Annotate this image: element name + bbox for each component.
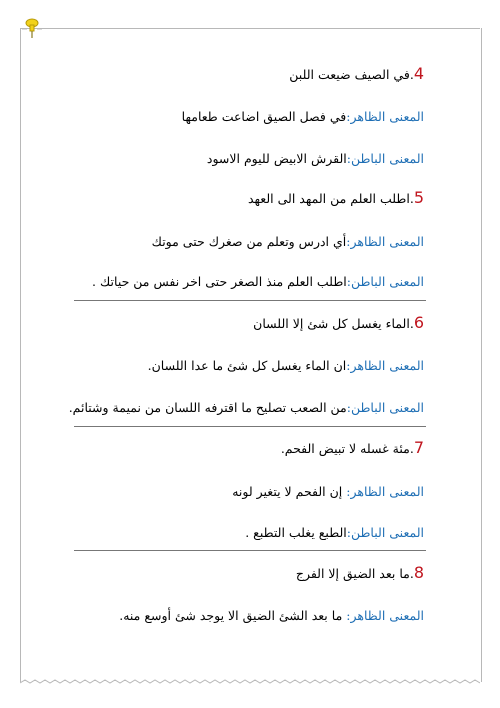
literal-meaning-line — [152, 234, 424, 250]
meaning-text: ما بعد الشئ الضيق الا يوجد شئ أوسع منه. — [119, 608, 347, 623]
literal-meaning-label: المعنى الظاهر: — [346, 234, 424, 249]
item-number: 5 — [413, 188, 424, 207]
item-5-title — [248, 190, 424, 207]
item-8-title — [296, 565, 424, 582]
section-divider — [74, 300, 426, 301]
meaning-text: الطبع يغلب التطبع . — [245, 525, 347, 540]
item-title: .في الصيف ضيعت اللبن — [289, 67, 414, 82]
literal-meaning-line — [232, 484, 424, 500]
literal-meaning-line — [119, 608, 424, 624]
item-number: 6 — [413, 313, 424, 332]
hidden-meaning-label: المعنى الباطن: — [346, 525, 424, 540]
literal-meaning-label: المعنى الظاهر: — [346, 109, 424, 124]
pushpin-icon — [22, 17, 42, 39]
hidden-meaning-label: المعنى الباطن: — [346, 400, 424, 415]
meaning-text: القرش الابيض لليوم الاسود — [206, 151, 347, 166]
item-6-title — [253, 315, 424, 332]
item-4-title — [289, 66, 424, 83]
meaning-text: ان الماء يغسل كل شئ ما عدا اللسان. — [147, 358, 347, 373]
item-title: .ما بعد الضيق إلا الفرج — [295, 566, 414, 581]
hidden-meaning-line — [69, 400, 424, 416]
hidden-meaning-label: المعنى الباطن: — [346, 274, 424, 289]
item-title: .اطلب العلم من المهد الى العهد — [247, 191, 414, 206]
item-number: 8 — [413, 563, 424, 582]
meaning-text: أي ادرس وتعلم من صغرك حتى موتك — [151, 234, 347, 249]
section-divider — [74, 550, 426, 551]
item-7-title — [281, 440, 424, 457]
literal-meaning-label: المعنى الظاهر: — [346, 484, 424, 499]
item-title: .الماء يغسل كل شئ إلا اللسان — [253, 316, 414, 331]
page-break-edge — [20, 679, 480, 687]
page-top-border — [20, 28, 480, 29]
document-page — [20, 28, 482, 682]
literal-meaning-line — [148, 358, 424, 374]
item-title: .مئة غسله لا تبيض الفحم. — [280, 441, 414, 456]
literal-meaning-label: المعنى الظاهر: — [346, 608, 424, 623]
meaning-text: في فصل الصيق اضاعت طعامها — [181, 109, 347, 124]
hidden-meaning-line — [207, 151, 424, 167]
hidden-meaning-line — [245, 525, 424, 541]
meaning-text: اطلب العلم منذ الصغر حتى اخر نفس من حياتك . — [92, 274, 347, 289]
item-number: 4 — [413, 64, 424, 83]
hidden-meaning-label: المعنى الباطن: — [346, 151, 424, 166]
literal-meaning-label: المعنى الظاهر: — [346, 358, 424, 373]
hidden-meaning-line — [92, 274, 424, 290]
meaning-text: إن الفحم لا يتغير لونه — [232, 484, 347, 499]
section-divider — [74, 426, 426, 427]
meaning-text: من الصعب تصليح ما اقترفه اللسان من نميمة وشتائم. — [68, 400, 347, 415]
literal-meaning-line — [182, 109, 424, 125]
item-number: 7 — [413, 438, 424, 457]
